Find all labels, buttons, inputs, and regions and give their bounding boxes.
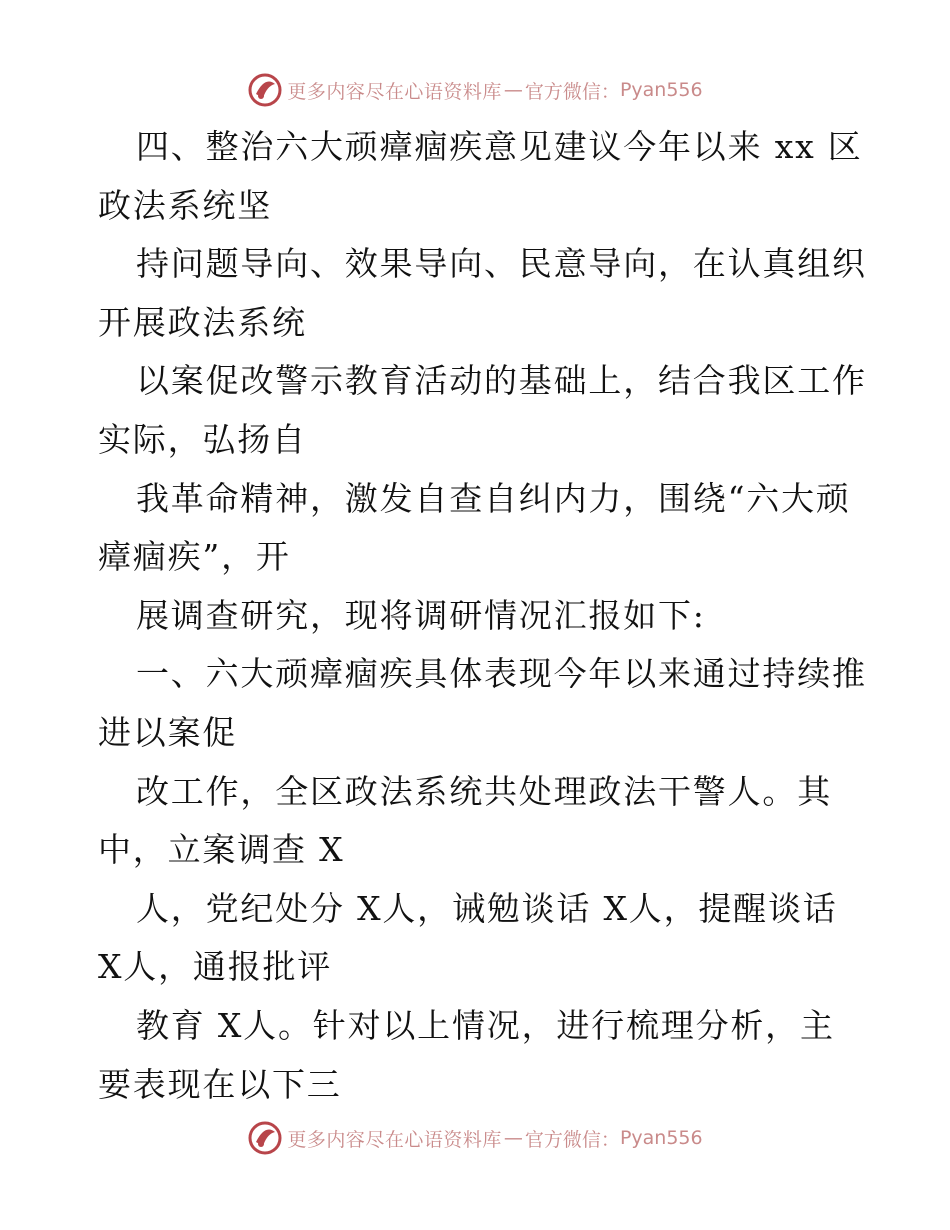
paragraph-line: 要表现在以下三 (98, 1064, 342, 1104)
brand-logo-icon (247, 72, 283, 108)
watermark-separator: — (503, 79, 523, 101)
paragraph-line: 我革命精神，激发自查自纠内力，围绕“六大顽 (136, 478, 851, 518)
paragraph-line: 中，立案调查 X (98, 830, 345, 870)
paragraph (98, 470, 858, 587)
watermark-separator: — (503, 1127, 523, 1149)
watermark-text: 更多内容尽在心语资料库 (287, 1128, 502, 1151)
paragraph-line: 政法系统坚 (98, 185, 272, 225)
wechat-id: Pyan556 (619, 1127, 703, 1149)
paragraph-line: 改工作，全区政法系统共处理政法干警人。其 (136, 771, 832, 811)
watermark-banner-bottom (0, 1118, 950, 1158)
paragraph-line: 以案促改警示教育活动的基础上，结合我区工作 (136, 361, 867, 401)
paragraph-line: 瘴痼疾”，开 (98, 537, 291, 577)
paragraph-line: 持问题导向、效果导向、民意导向，在认真组织 (136, 244, 867, 284)
paragraph-line: 四、整治六大顽瘴痼疾意见建议今年以来 xx 区 (136, 127, 863, 166)
document-body (98, 118, 867, 1114)
paragraph (98, 587, 858, 646)
paragraph-line: 实际，弘扬自 (98, 419, 307, 459)
watermark-banner-top (0, 70, 950, 110)
paragraph-line: 一、六大顽瘴痼疾具体表现今年以来通过持续推 (136, 654, 867, 694)
watermark-text: 更多内容尽在心语资料库 (287, 80, 502, 103)
wechat-id: Pyan556 (619, 79, 703, 101)
wechat-label: 官方微信： (524, 80, 620, 103)
brand-logo-icon (247, 1120, 283, 1156)
paragraph (98, 880, 858, 997)
paragraph-line: 进以案促 (98, 712, 238, 752)
paragraph-line: 开展政法系统 (98, 302, 307, 342)
paragraph-line: 人，党纪处分 X人，诫勉谈话 X人，提醒谈话 (136, 888, 838, 928)
paragraph-line: 教育 X人。针对以上情况，进行梳理分析，主 (136, 1005, 835, 1045)
paragraph (98, 118, 863, 235)
paragraph (98, 763, 858, 880)
paragraph-line: X人，通报批评 (98, 947, 333, 987)
paragraph (98, 645, 867, 762)
paragraph (98, 352, 867, 469)
paragraph (98, 997, 858, 1114)
paragraph-line: 展调查研究，现将调研情况汇报如下: (136, 595, 706, 635)
paragraph (98, 235, 867, 352)
wechat-label: 官方微信： (524, 1128, 620, 1151)
